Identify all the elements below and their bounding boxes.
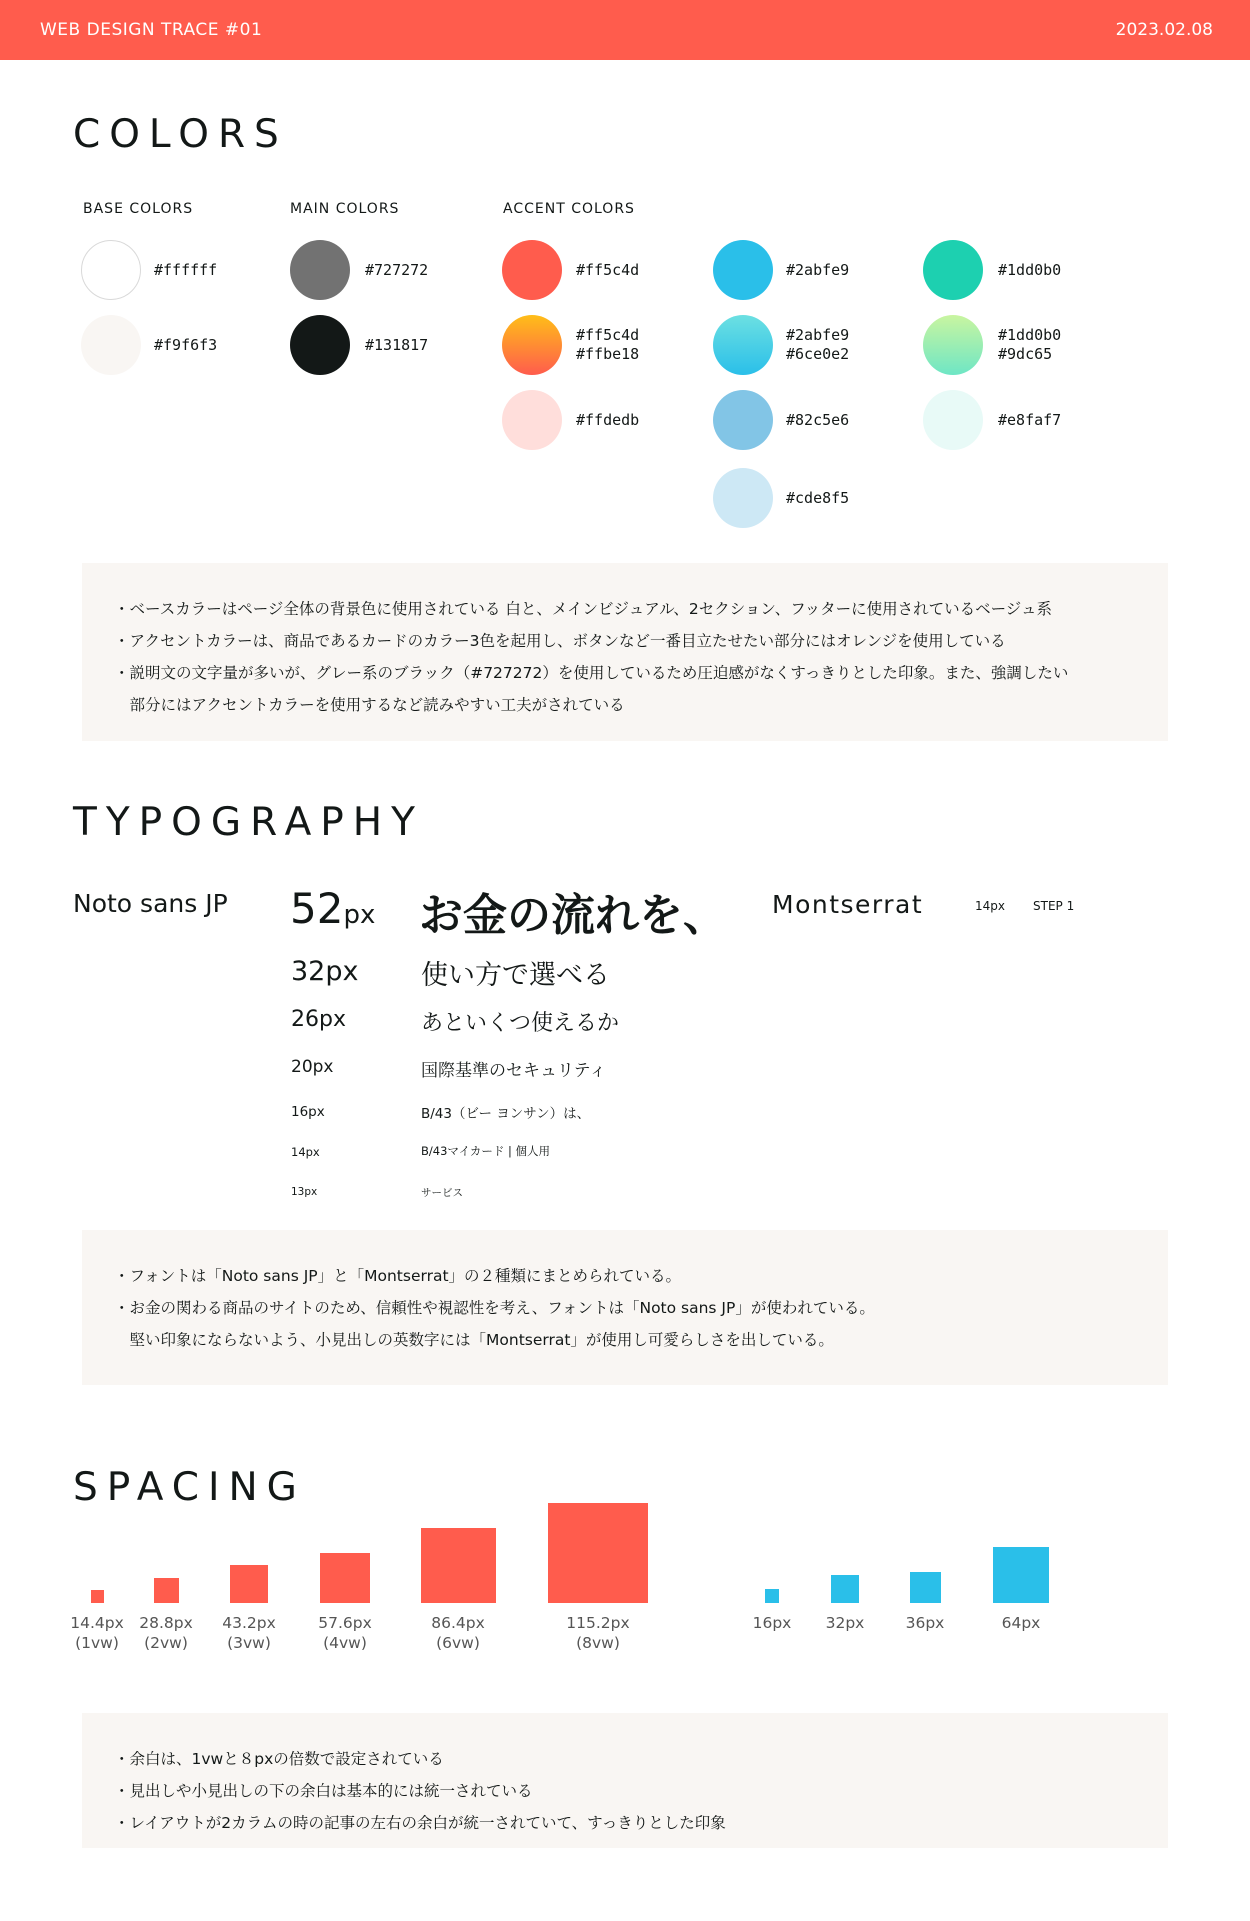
swatch-green-gradient (923, 315, 983, 375)
swatch-label: #ff5c4d (576, 326, 640, 344)
spacing-bar-64px (993, 1547, 1049, 1603)
note-item: ・ ベースカラーはページ全体の背景色に使用されている 白と、メインビジュアル、2セクション、フッターに使用されているベージュ系 (114, 593, 1168, 625)
base-colors-label: BASE COLORS (83, 201, 194, 217)
swatch-label: #ff5c4d (576, 261, 640, 279)
type-sample-52: お金の流れを、 (419, 890, 727, 941)
font-name-montserrat: Montserrat (772, 890, 924, 919)
colors-title: COLORS (73, 112, 288, 157)
swatch-white (81, 240, 141, 300)
spacing-label: 86.4px (6vw) (431, 1614, 485, 1652)
typography-title: TYPOGRAPHY (73, 800, 424, 845)
header-bar (0, 0, 1250, 60)
note-item: ・ レイアウトが2カラムの時の記事の左右の余白が統一されていて、すっきりとした印象 (114, 1807, 1168, 1839)
spacing-bar-32px (831, 1575, 859, 1603)
swatch-light-blue (713, 390, 773, 450)
swatch-label: #2abfe9 (786, 261, 850, 279)
spacing-label: 14.4px (1vw) (70, 1614, 124, 1652)
spacing-bar-6vw (421, 1528, 496, 1603)
note-item: ・ 見出しや小見出しの下の余白は基本的には統一されている (114, 1775, 1168, 1807)
spacing-label: 57.6px (4vw) (318, 1614, 372, 1652)
spacing-bar-1vw (91, 1590, 104, 1603)
note-item: ・ 説明文の文字量が多いが、グレー系のブラック（#727272）を使用しているため圧迫感がなくすっきりとした印象。また、強調したい (114, 657, 1168, 689)
type-size-26: 26px (291, 1007, 346, 1032)
swatch-label: #ffdedb (576, 411, 640, 429)
spacing-bar-8vw (548, 1503, 648, 1603)
note-item: ・ フォントは「Noto sans JP」と「Montserrat」の２種類にまとめられている。 (114, 1260, 1168, 1292)
swatch-beige (81, 315, 141, 375)
swatch-blue (713, 240, 773, 300)
accent-colors-label: ACCENT COLORS (503, 201, 635, 217)
note-item: ・ アクセントカラーは、商品であるカードのカラー3色を起用し、ボタンなど一番目立たせたい部分にはオレンジを使用している (114, 625, 1168, 657)
note-item: ・ お金の関わる商品のサイトのため、信頼性や視認性を考え、フォントは「Noto sans JP」が使われている。 (114, 1292, 1168, 1324)
type-sample-32: 使い方で選べる (421, 960, 610, 991)
swatch-mint (923, 390, 983, 450)
typography-notes (82, 1230, 1168, 1385)
spacing-bar-3vw (230, 1565, 268, 1603)
swatch-orange (502, 240, 562, 300)
spacing-bar-2vw (154, 1578, 179, 1603)
swatch-pale-blue (713, 468, 773, 528)
spacing-label: 28.8px (2vw) (139, 1614, 193, 1652)
swatch-black (290, 315, 350, 375)
type-sample-16: B/43（ビー ヨンサン）は、 (421, 1106, 591, 1122)
swatch-label: #cde8f5 (786, 489, 850, 507)
swatch-label: #ffbe18 (576, 345, 640, 363)
type-sample-13: サービス (421, 1187, 463, 1199)
type-size-52 (290, 884, 375, 933)
spacing-label: 32px (825, 1614, 865, 1632)
spacing-label: 43.2px (3vw) (222, 1614, 276, 1652)
type-size-unit: px (343, 900, 376, 930)
swatch-teal (923, 240, 983, 300)
swatch-pink (502, 390, 562, 450)
spacing-label: 36px (905, 1614, 945, 1632)
swatch-gray (290, 240, 350, 300)
spacing-bar-36px (910, 1572, 941, 1603)
type-size-14: 14px (291, 1145, 320, 1159)
type-size-32: 32px (291, 956, 359, 987)
spacing-title: SPACING (73, 1465, 306, 1510)
header-date: 2023.02.08 (1115, 20, 1213, 40)
montserrat-sample: STEP 1 (1033, 899, 1075, 913)
swatch-orange-gradient (502, 315, 562, 375)
spacing-label: 64px (1001, 1614, 1041, 1632)
swatch-label: #f9f6f3 (154, 336, 218, 354)
header-title: WEB DESIGN TRACE #01 (40, 20, 263, 40)
swatch-label: #e8faf7 (998, 411, 1062, 429)
spacing-label: 115.2px (8vw) (566, 1614, 630, 1652)
spacing-label: 16px (752, 1614, 792, 1632)
type-size-16: 16px (291, 1104, 325, 1120)
swatch-label: #6ce0e2 (786, 345, 850, 363)
type-size-number: 52 (290, 884, 344, 933)
type-sample-14: B/43マイカード | 個人用 (421, 1144, 551, 1158)
swatch-label: #82c5e6 (786, 411, 850, 429)
swatch-label: #1dd0b0 (998, 261, 1062, 279)
swatch-blue-gradient (713, 315, 773, 375)
spacing-bar-4vw (320, 1553, 370, 1603)
spacing-notes (82, 1713, 1168, 1848)
montserrat-size: 14px (975, 899, 1005, 913)
swatch-label: #1dd0b0 (998, 326, 1062, 344)
main-colors-label: MAIN COLORS (290, 201, 400, 217)
type-size-13: 13px (291, 1186, 318, 1198)
swatch-label: #131817 (365, 336, 429, 354)
type-sample-20: 国際基準のセキュリティ (421, 1061, 607, 1081)
spacing-bar-16px (765, 1589, 779, 1603)
colors-notes (82, 563, 1168, 741)
note-item: 堅い印象にならないよう、小見出しの英数字には「Montserrat」が使用し可愛らしさを出している。 (129, 1331, 834, 1349)
note-item: 部分にはアクセントカラーを使用するなど読みやすい工夫がされている (129, 696, 625, 714)
swatch-label: #727272 (365, 261, 429, 279)
type-size-20: 20px (291, 1057, 334, 1077)
font-name-noto: Noto sans JP (73, 889, 228, 918)
swatch-label: #9dc65 (998, 345, 1053, 363)
swatch-label: #ffffff (154, 261, 218, 279)
note-item: ・ 余白は、1vwと８pxの倍数で設定されている (114, 1743, 1168, 1775)
type-sample-26: あといくつ使えるか (421, 1011, 620, 1036)
swatch-label: #2abfe9 (786, 326, 850, 344)
